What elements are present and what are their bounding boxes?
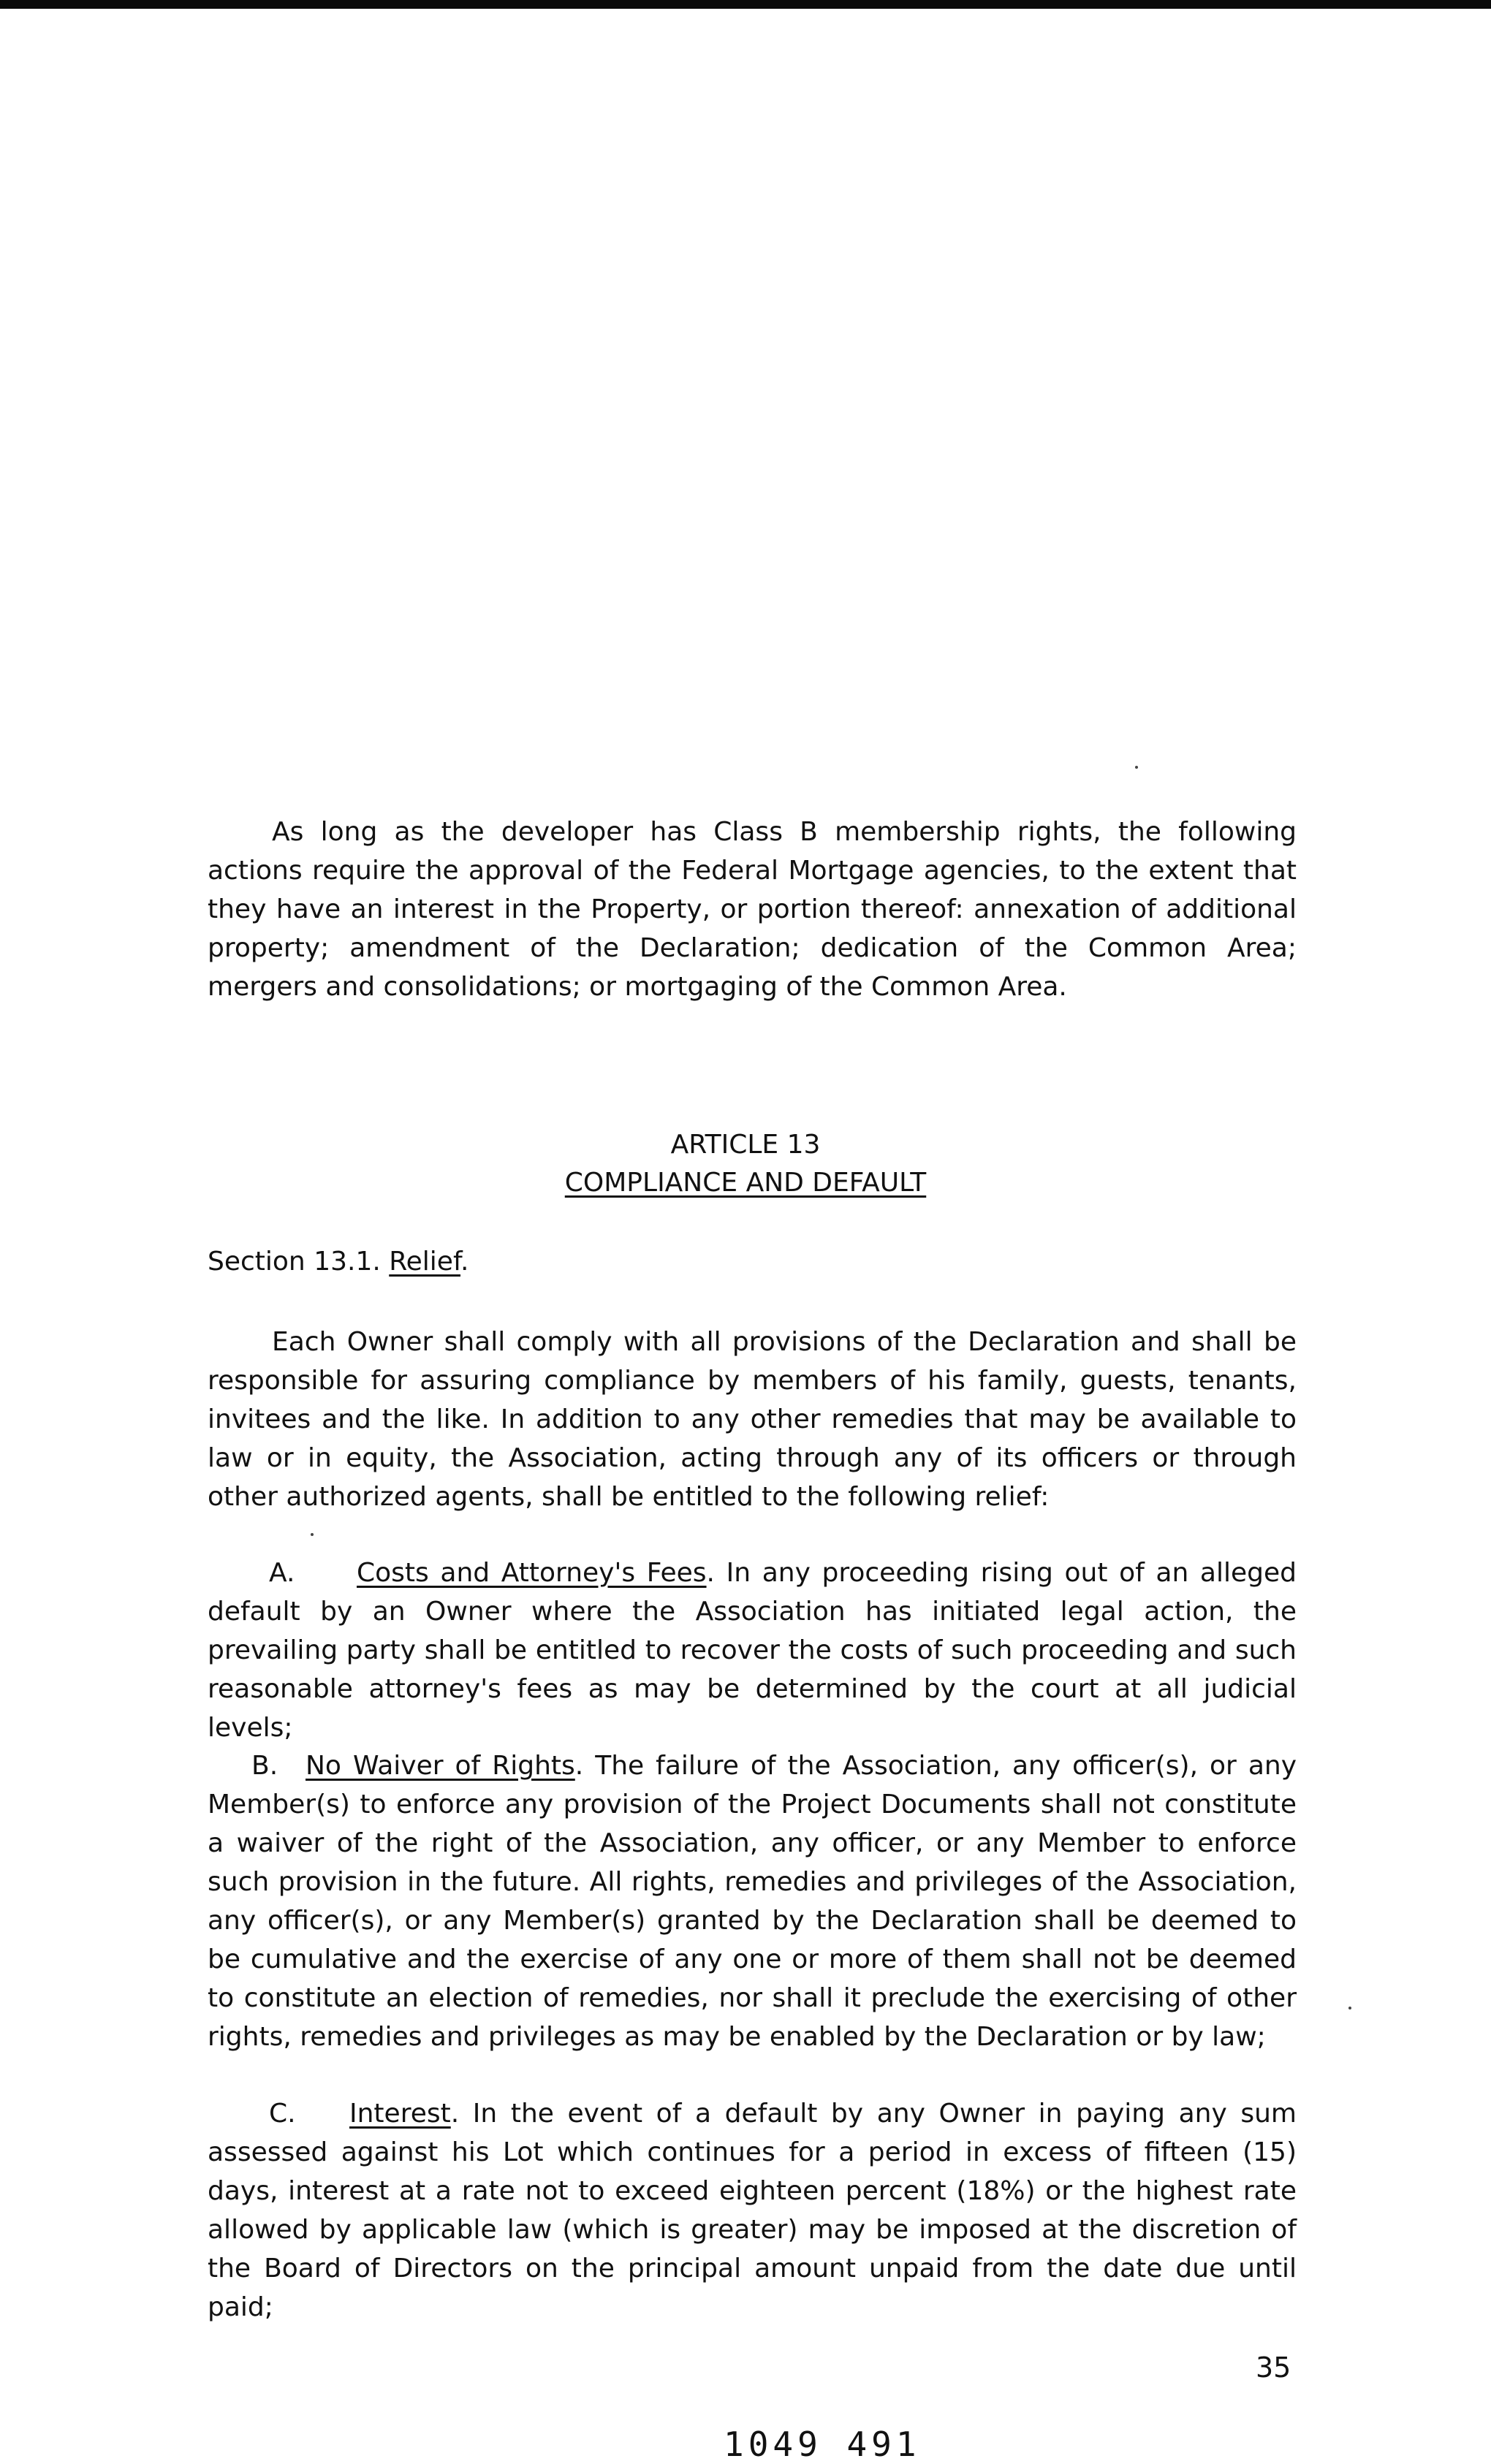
section-paragraph: Each Owner shall comply with all provisions of the Declaration and shall be responsible for assuring compliance by members of his family, guests, tenants, invitees and the like. In addition to any other remedies that may be available to law or in equity, the Association, acting through any of its officers or through other authorized agents, shall be entitled to the following relief:: [208, 1327, 1297, 1512]
article-number: ARTICLE 13: [670, 1130, 821, 1160]
article-title: [0, 1163, 1491, 1202]
article-title-text: COMPLIANCE AND DEFAULT: [564, 1168, 927, 1198]
item-a-text: . In any proceeding rising out of an alleged default by an Owner where the Association has initiated legal action, the prevailing party shall be entitled to recover the costs of such proceeding and such reasonable attorney's fees as may be determined by the court at all judicial levels;: [208, 1558, 1297, 1743]
item-b: [208, 1746, 1297, 2056]
item-c: [208, 2094, 1297, 2327]
item-a-heading: Costs and Attorney's Fees: [357, 1558, 707, 1588]
section-heading: [208, 1242, 468, 1281]
item-b-label: B.: [251, 1751, 278, 1781]
item-a-label: A.: [269, 1558, 295, 1588]
item-c-label: C.: [269, 2099, 296, 2129]
intro-paragraph: As long as the developer has Class B membership rights, the following actions require the approval of the Federal Mortgage agencies, to the extent that they have an interest in the Property, or portion thereof: annexation of additional property; amendment of the Declaration; dedication of the Common Area; mergers and consolidations; or mortgaging of the Common Area.: [208, 817, 1297, 1002]
item-b-heading: No Waiver of Rights: [306, 1751, 575, 1781]
item-c-text: . In the event of a default by any Owner in paying any sum assessed against his Lot which continues for a period in excess of fifteen (15) days, interest at a rate not to exceed eighteen percent (18%) or the highest rate allowed by applicable law (which is greater) may be imposed at the discretion of the Board of Directors on the principal amount unpaid from the date due until paid;: [208, 2099, 1297, 2322]
section-title: Relief: [389, 1247, 461, 1277]
scan-speck: [311, 1533, 314, 1536]
scan-border: [0, 0, 1491, 9]
page-number: 35: [1256, 2351, 1291, 2384]
section-prefix: Section 13.1.: [208, 1247, 381, 1277]
scan-speck: [1348, 2007, 1351, 2009]
item-c-heading: Interest: [349, 2099, 451, 2129]
item-a: [208, 1554, 1297, 1747]
scan-speck: [1135, 766, 1138, 769]
section-suffix: .: [460, 1247, 469, 1277]
item-b-text: . The failure of the Association, any officer(s), or any Member(s) to enforce any provision of the Project Documents shall not constitute a waiver of the right of the Association, any officer, or any Member to enforce such provision in the future. All rights, remedies and privileges of the Association, any officer(s), or any Member(s) granted by the Declaration shall be deemed to be cumulative and the exercise of any one or more of them shall not be deemed to constitute an election of remedies, nor shall it preclude the exercising of other rights, remedies and privileges as may be enabled by the Declaration or by law;: [208, 1751, 1297, 2052]
document-number: 1049 491: [724, 2425, 921, 2464]
